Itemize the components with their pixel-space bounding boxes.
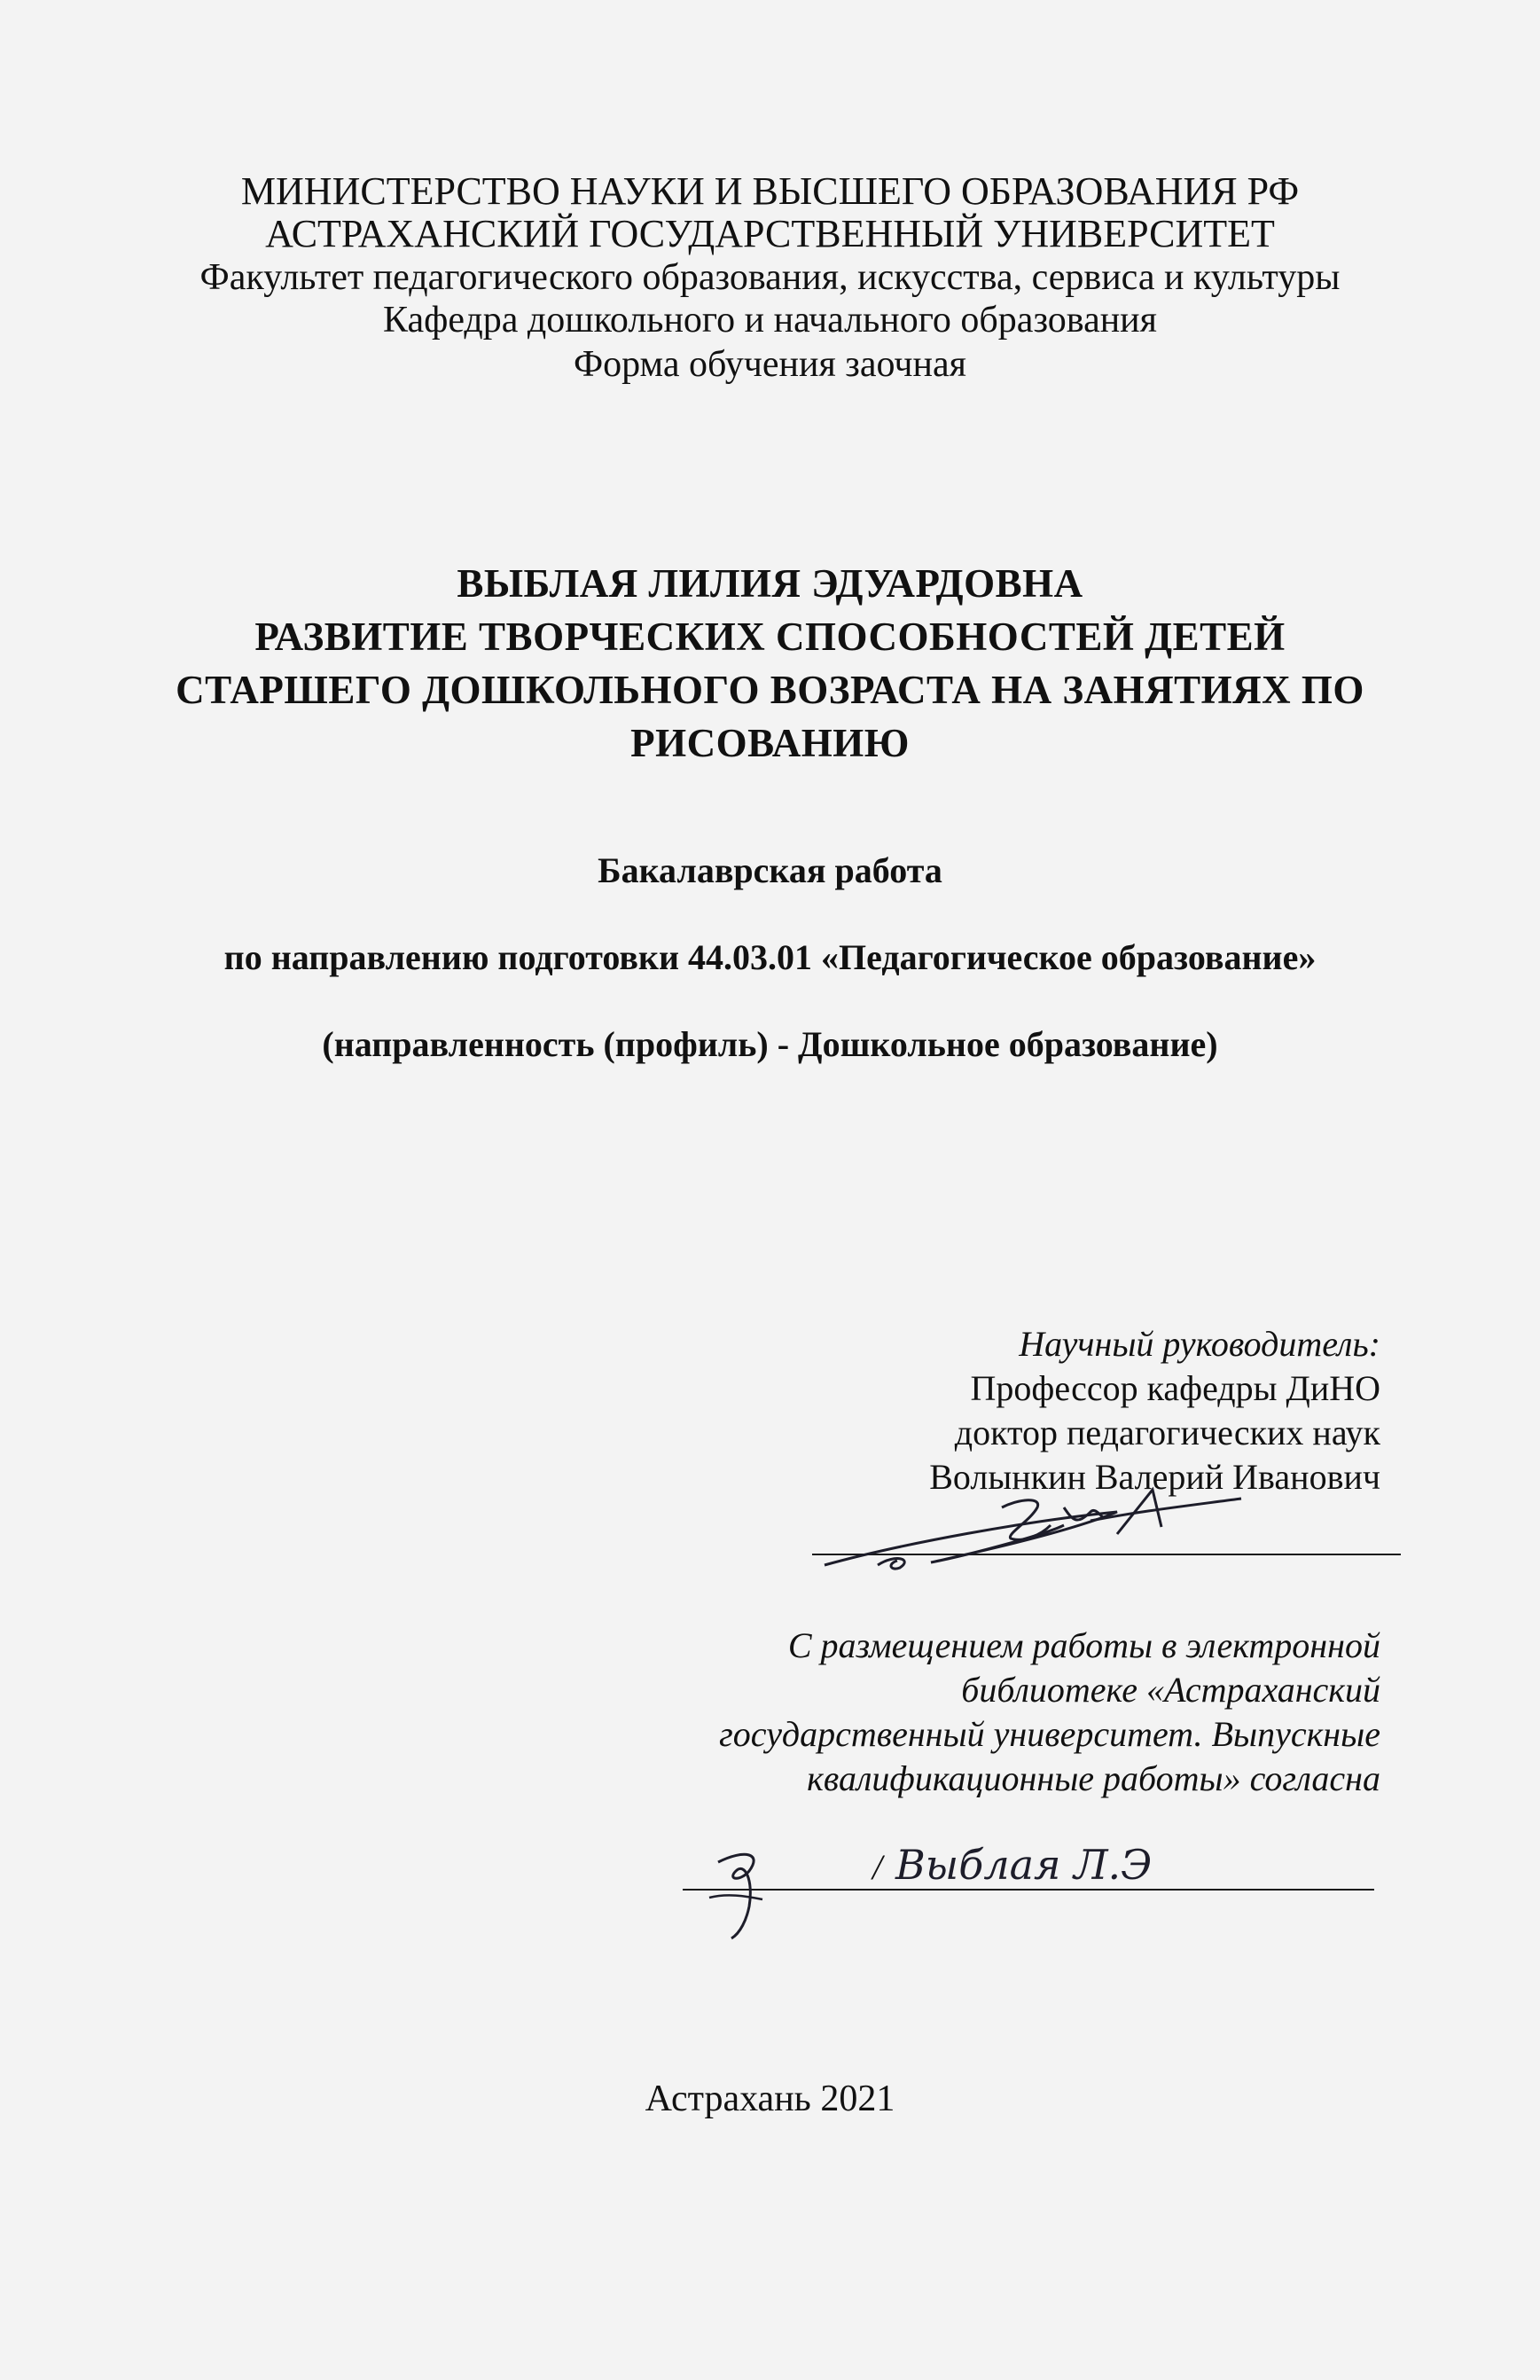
consent-line-3: государственный университет. Выпускные bbox=[719, 1714, 1380, 1754]
thesis-title-line-3: РИСОВАНИЮ bbox=[630, 721, 910, 765]
ministry-name: МИНИСТЕРСТВО НАУКИ И ВЫСШЕГО ОБРАЗОВАНИЯ РФ bbox=[240, 169, 1300, 213]
student-signature-mark bbox=[700, 1844, 789, 1942]
supervisor-degree: доктор педагогических наук bbox=[954, 1413, 1380, 1452]
supervisor-signature bbox=[798, 1472, 1259, 1578]
supervisor-position: Профессор кафедры ДиНО bbox=[970, 1368, 1380, 1408]
study-form: Форма обучения заочная bbox=[574, 344, 966, 385]
signature-separator: / bbox=[872, 1847, 883, 1887]
university-name: АСТРАХАНСКИЙ ГОСУДАРСТВЕННЫЙ УНИВЕРСИТЕТ bbox=[265, 212, 1275, 255]
consent-line-4: квалификационные работы» согласна bbox=[807, 1758, 1380, 1798]
department-name: Кафедра дошкольного и начального образования bbox=[383, 300, 1157, 341]
faculty-name: Факультет педагогического образования, искусства, сервиса и культуры bbox=[199, 257, 1341, 298]
student-signature-text: Выблая Л.Э bbox=[895, 1841, 1153, 1889]
author-name: ВЫБЛАЯ ЛИЛИЯ ЭДУАРДОВНА bbox=[457, 561, 1083, 606]
work-type: Бакалаврская работа bbox=[598, 850, 942, 890]
consent-line-1: С размещением работы в электронной bbox=[787, 1625, 1380, 1665]
thesis-title-line-1: РАЗВИТИЕ ТВОРЧЕСКИХ СПОСОБНОСТЕЙ ДЕТЕЙ bbox=[254, 615, 1286, 659]
supervisor-name: Волынкин Валерий Иванович bbox=[929, 1457, 1380, 1497]
study-profile: (направленность (профиль) - Дошкольное образование) bbox=[322, 1024, 1218, 1064]
thesis-title-line-2: СТАРШЕГО ДОШКОЛЬНОГО ВОЗРАСТА НА ЗАНЯТИЯХ ПО bbox=[176, 668, 1364, 712]
consent-line-2: библиотеке «Астраханский bbox=[961, 1670, 1380, 1710]
supervisor-label: Научный руководитель: bbox=[1019, 1324, 1380, 1364]
city-year: Астрахань 2021 bbox=[645, 2079, 895, 2119]
study-direction: по направлению подготовки 44.03.01 «Педагогическое образование» bbox=[223, 937, 1317, 977]
